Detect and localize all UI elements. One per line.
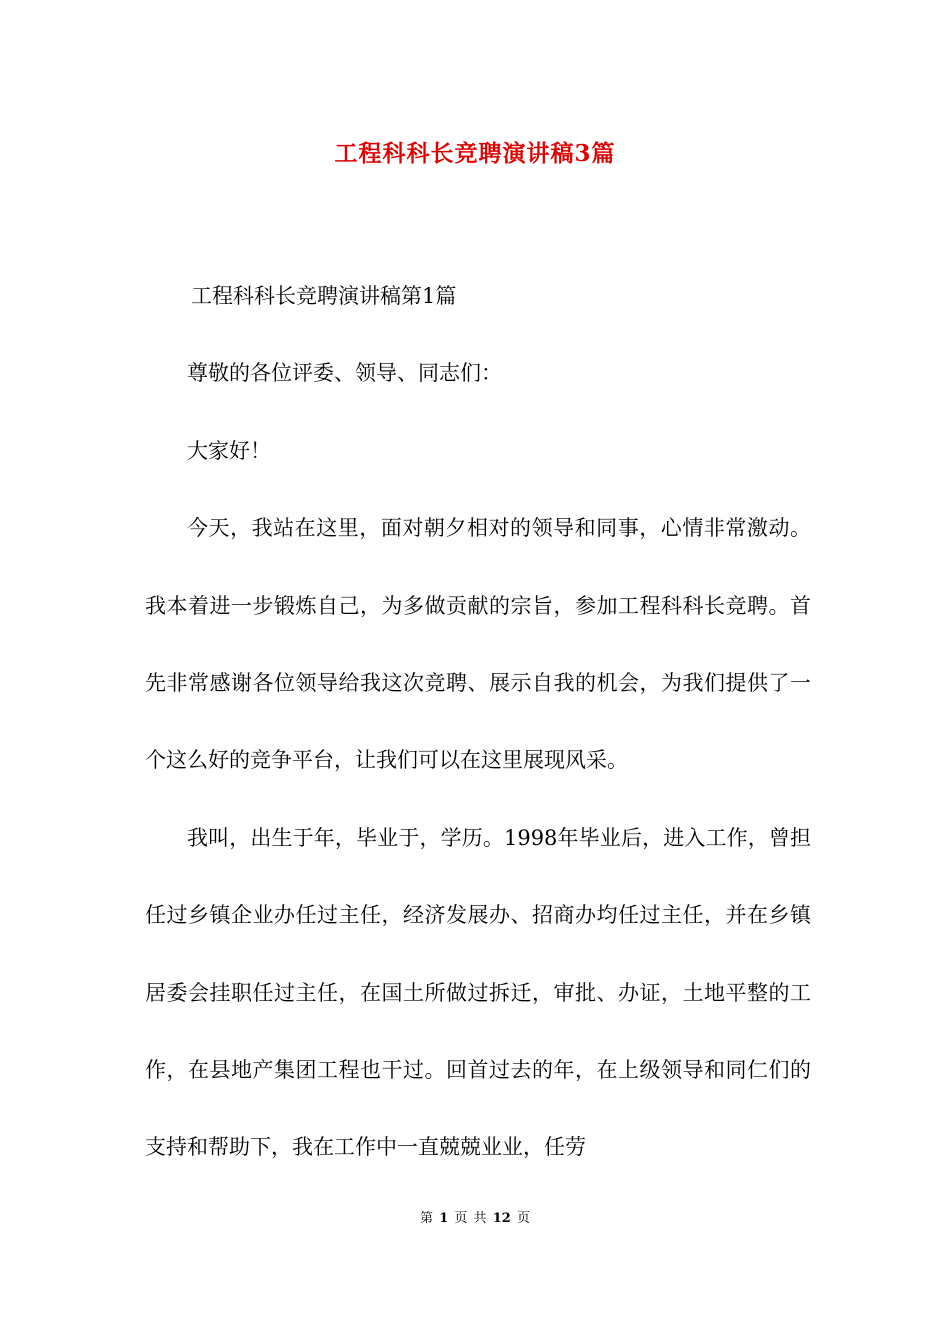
document-body [145,258,811,1187]
footer-suffix: 页 [516,1211,530,1226]
background-paragraph: 我叫，出生于年，毕业于，学历。1998年毕业后，进入工作，曾担任过乡镇企业办任过主任，经济发展办、招商办均任过主任，并在乡镇居委会挂职任过主任，在国土所做过拆迁，审批、办证，土地平整的工作，在县地产集团工程也干过。回首过去的年，在上级领导和同仁们的支持和帮助下，我在工作中一直兢兢业业，任劳 [145,825,811,1160]
footer-mid1: 页 [454,1211,468,1226]
salutation-paragraph: 尊敬的各位评委、领导、同志们： [187,361,502,386]
footer-current-page: 1 [439,1211,449,1226]
footer-mid2: 共 [473,1211,487,1226]
greeting-paragraph: 大家好！ [187,438,271,463]
intro-paragraph: 今天，我站在这里，面对朝夕相对的领导和同事，心情非常激动。我本着进一步锻炼自己，为多做贡献的宗旨，参加工程科科长竞聘。首先非常感谢各位领导给我这次竞聘、展示自我的机会，为我们提供了一个这么好的竞争平台，让我们可以在这里展现风采。 [145,516,811,773]
document-title: 工程科科长竞聘演讲稿3篇 [334,140,616,167]
section-subtitle: 工程科科长竞聘演讲稿第1篇 [191,284,457,308]
footer-prefix: 第 [420,1211,434,1226]
page-footer [0,1209,950,1229]
footer-total-pages: 12 [492,1211,511,1226]
